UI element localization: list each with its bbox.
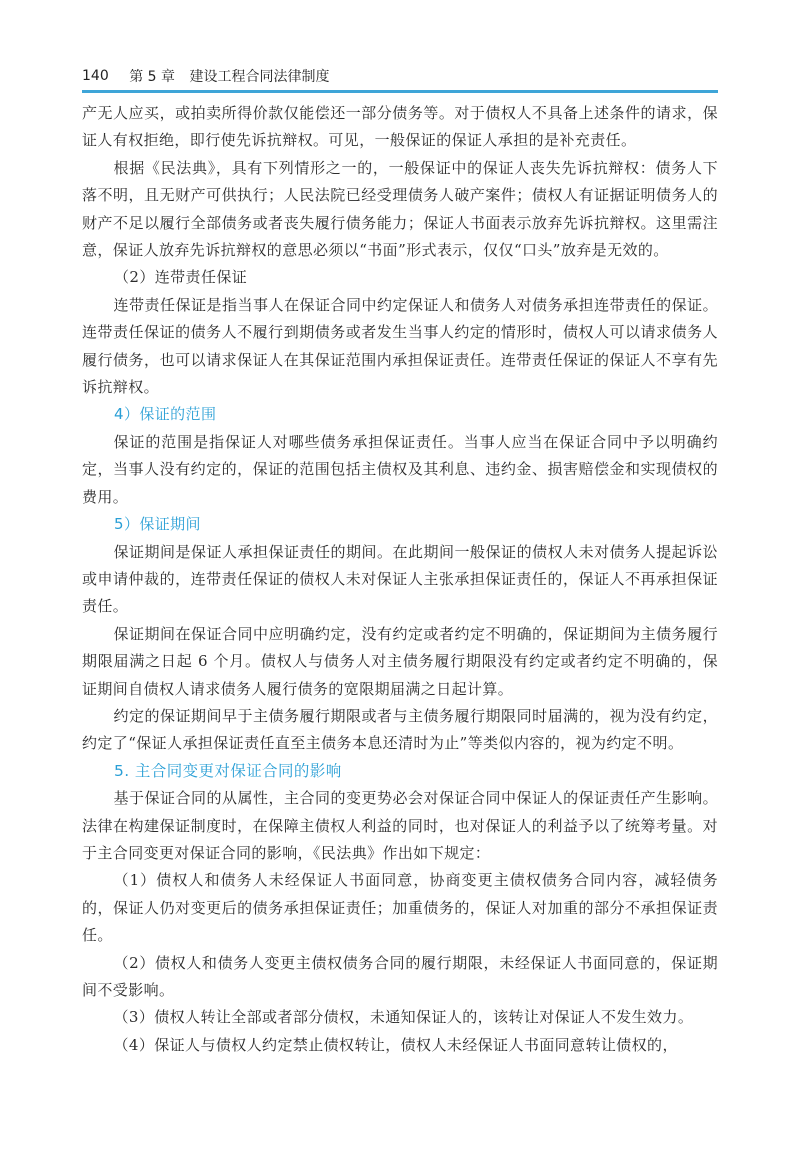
header-rule bbox=[82, 90, 718, 93]
page-header bbox=[82, 66, 718, 86]
paragraph-contract-change: 基于保证合同的从属性，主合同的变更势必会对保证合同中保证人的保证责任产生影响。法律在构建保证制度时，在保障主债权人利益的同时，也对保证人的利益予以了统筹考量。对于主合同变更对保证合同的影响，《民法典》作出如下规定： bbox=[82, 789, 718, 862]
paragraph-lose-defense: 根据《民法典》，具有下列情形之一的，一般保证中的保证人丧失先诉抗辩权：债务人下落不明，且无财产可供执行；人民法院已经受理债务人破产案件；债权人有证据证明债务人的财产不足以履行全部债务或者丧失履行债务能力；保证人书面表示放弃先诉抗辩权。这里需注意，保证人放弃先诉抗辩权的意思必须以“书面”形式表示，仅仅“口头”放弃是无效的。 bbox=[82, 158, 718, 260]
list-item-2: （2）债权人和债务人变更主债权债务合同的履行期限，未经保证人书面同意的，保证期间不受影响。 bbox=[82, 953, 718, 999]
page-body bbox=[82, 100, 718, 1059]
list-item-1: （1）债权人和债务人未经保证人书面同意，协商变更主债权债务合同内容，减轻债务的，保证人仍对变更后的债务承担保证责任；加重债务的，保证人对加重的部分不承担保证责任。 bbox=[82, 871, 718, 945]
chapter-number: 第 5 章 bbox=[129, 69, 175, 85]
paragraph-period-agreement: 保证期间在保证合同中应明确约定，没有约定或者约定不明确的，保证期间为主债务履行期限届满之日起 6 个月。债权人与债务人对主债务履行期限没有约定或者约定不明确的，保证期间自债权人请求债务人履行债务的宽限期届满之日起计算。 bbox=[82, 624, 718, 698]
paragraph-period-unclear: 约定的保证期间早于主债务履行期限或者与主债务履行期限同时届满的，视为没有约定，约定了“保证人承担保证责任直至主债务本息还清时为止”等类似内容的，视为约定不明。 bbox=[82, 706, 718, 753]
page-number: 140 bbox=[82, 68, 109, 84]
section-heading-contract-change: 5. 主合同变更对保证合同的影响 bbox=[114, 761, 342, 780]
list-item-3: （3）债权人转让全部或者部分债权，未通知保证人的，该转让对保证人不发生效力。 bbox=[113, 1008, 694, 1027]
chapter-title: 建设工程合同法律制度 bbox=[189, 69, 330, 85]
paragraph-continued: 产无人应买，或拍卖所得价款仅能偿还一部分债务等。对于债权人不具备上述条件的请求，保证人有权拒绝，即行使先诉抗辩权。可见，一般保证的保证人承担的是补充责任。 bbox=[82, 104, 718, 150]
paragraph-guarantee-scope: 保证的范围是指保证人对哪些债务承担保证责任。当事人应当在保证合同中予以明确约定，当事人没有约定的，保证的范围包括主债权及其利息、违约金、损害赔偿金和实现债权的费用。 bbox=[82, 432, 718, 506]
paragraph-guarantee-period: 保证期间是保证人承担保证责任的期间。在此期间一般保证的债权人未对债务人提起诉讼或申请仲裁的，连带责任保证的债权人未对保证人主张承担保证责任的，保证人不再承担保证责任。 bbox=[82, 542, 718, 616]
paragraph-joint-guarantee: 连带责任保证是指当事人在保证合同中约定保证人和债务人对债务承担连带责任的保证。连带责任保证的债务人不履行到期债务或者发生当事人约定的情形时，债权人可以请求债务人履行债务，也可以请求保证人在其保证范围内承担保证责任。连带责任保证的保证人不享有先诉抗辩权。 bbox=[82, 295, 718, 397]
subheading-joint-guarantee: （2）连带责任保证 bbox=[114, 268, 248, 287]
heading-guarantee-period: 5）保证期间 bbox=[114, 515, 201, 534]
heading-guarantee-scope: 4）保证的范围 bbox=[114, 405, 217, 424]
list-item-4: （4）保证人与债权人约定禁止债权转让，债权人未经保证人书面同意转让债权的， bbox=[113, 1035, 678, 1054]
